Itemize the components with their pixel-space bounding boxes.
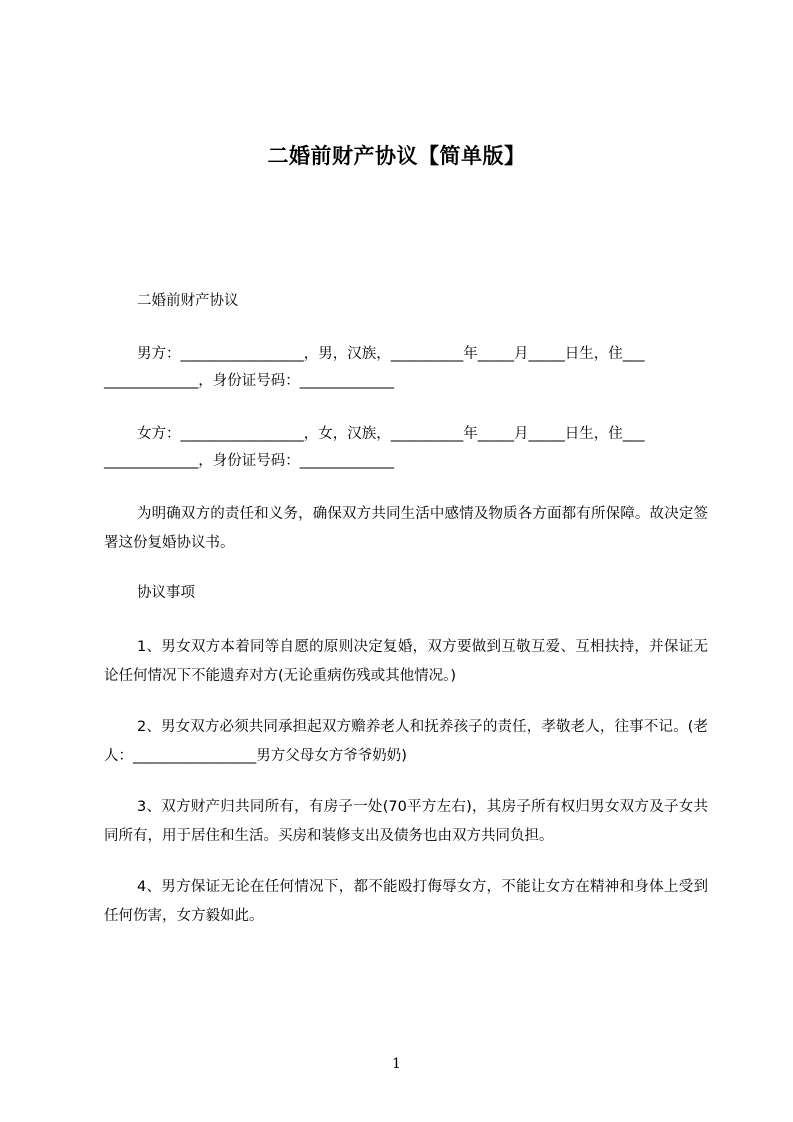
male-party-line-2: _____________，身份证号码：_____________ <box>104 373 394 389</box>
agreement-item-2: 2、男女双方必须共同承担起双方赡养老人和抚养孩子的责任，孝敬老人，往事不记。(老人：_________________男方父母女方爷爷奶奶) <box>104 719 708 764</box>
purpose-paragraph: 为明确双方的责任和义务，确保双方共同生活中感情及物质各方面都有所保障。故决定签署这份复婚协议书。 <box>104 506 708 551</box>
agreement-subtitle: 二婚前财产协议 <box>137 293 239 309</box>
section-heading: 协议事项 <box>137 585 195 601</box>
page-number: 1 <box>392 1056 401 1072</box>
agreement-item-1: 1、男女双方本着同等自愿的原则决定复婚，双方要做到互敬互爱、互相扶持，并保证无论任何情况下不能遗弃对方(无论重病伤残或其他情况。) <box>104 639 708 684</box>
document-title: 二婚前财产协议【简单版】 <box>267 144 526 168</box>
agreement-item-4: 4、男方保证无论在任何情况下，都不能殴打侮辱女方，不能让女方在精神和身体上受到任何伤害，女方毅如此。 <box>104 879 708 924</box>
agreement-item-3: 3、双方财产归共同所有，有房子一处(70平方左右)，其房子所有权归男女双方及子女共同所有，用于居住和生活。买房和装修支出及债务也由双方共同负担。 <box>104 799 708 844</box>
male-party-line-1: 男方：_________________，男，汉族，__________年_____月_____日生，住___ <box>137 346 645 362</box>
female-party-line-1: 女方：_________________，女，汉族，__________年_____月_____日生，住___ <box>137 426 645 442</box>
female-party-line-2: _____________，身份证号码：_____________ <box>104 453 394 469</box>
